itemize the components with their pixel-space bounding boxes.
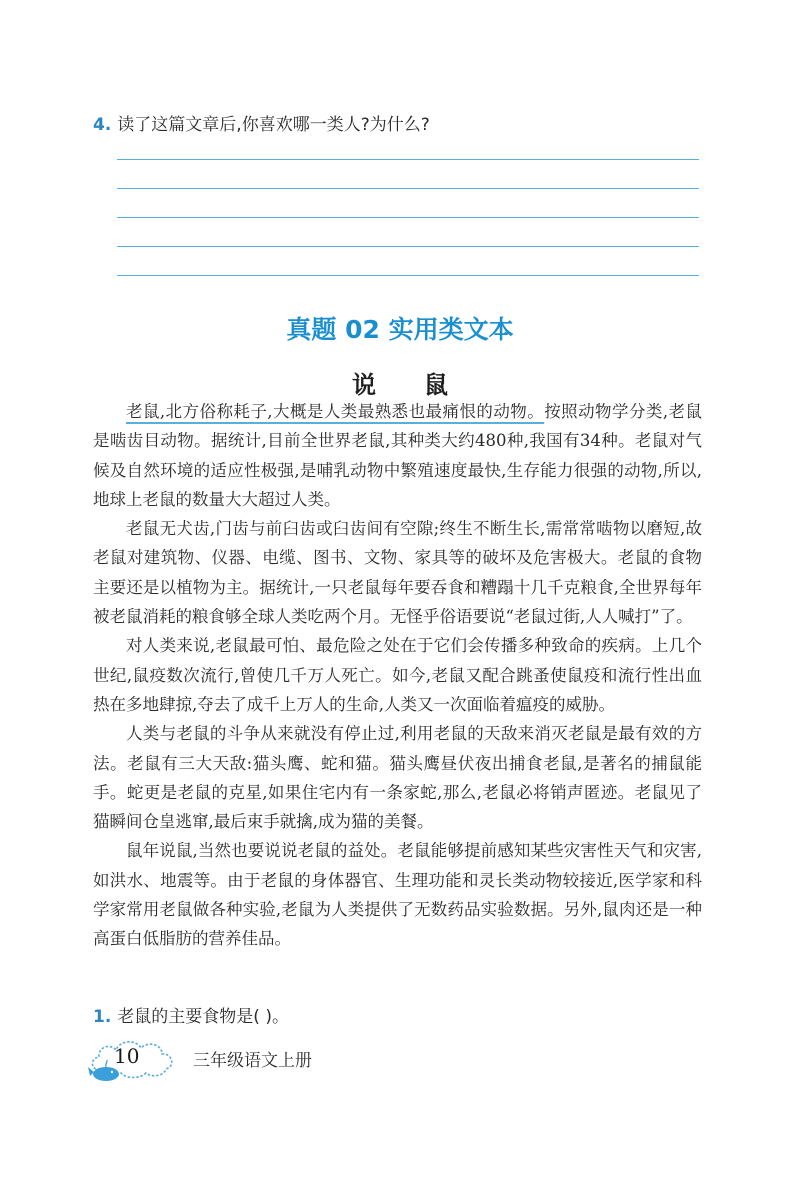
paragraph-3: 对人类来说,老鼠最可怕、最危险之处在于它们会传播多种致命的疾病。上几个世纪,鼠疫数次流行,曾使几千万人死亡。如今,老鼠又配合跳蚤使鼠疫和流行性出血热在多地肆掠,夺去了成千上万人的生命,人类又一次面临着瘟疫的威胁。 [93,636,702,714]
question-1-number: 1. [93,1007,112,1027]
answer-line[interactable] [117,159,699,160]
question-4-text: 读了这篇文章后,你喜欢哪一类人?为什么? [117,115,430,135]
paragraph-1 [93,397,702,514]
question-4 [93,110,430,135]
underlined-sentence: 老鼠,北方俗称耗子,大概是人类最熟悉也最痛恨的动物。 [126,402,545,421]
question-4-number: 4. [93,115,112,135]
section-title: 真题 02 实用类文本 [286,315,514,344]
question-1-text: 老鼠的主要食物是( )。 [117,1007,289,1027]
article-title: 说鼠 [352,371,496,399]
book-name: 三年级语文上册 [193,1051,312,1071]
paragraph-4: 人类与老鼠的斗争从来就没有停止过,利用老鼠的天敌来消灭老鼠是最有效的方法。老鼠有三大天敌:猫头鹰、蛇和猫。猫头鹰昼伏夜出捕食老鼠,是著名的捕鼠能手。蛇更是老鼠的克星,如果住宅内有一条家蛇,那么,老鼠必将销声匿迹。老鼠见了猫瞬间仓皇逃窜,最后束手就擒,成为猫的美餐。 [93,724,702,832]
paragraph-5: 鼠年说鼠,当然也要说说老鼠的益处。老鼠能够提前感知某些灾害性天气和灾害,如洪水、地震等。由于老鼠的身体器官、生理功能和灵长类动物较接近,医学家和科学家常用老鼠做各种实验,老鼠为人类提供了无数药品实验数据。另外,鼠肉还是一种高蛋白低脂肪的营养佳品。 [93,841,702,949]
answer-line[interactable] [117,188,699,189]
page-footer [86,1036,346,1084]
paragraph-2: 老鼠无犬齿,门齿与前臼齿或臼齿间有空隙;终生不断生长,需常常啮物以磨短,故老鼠对建筑物、仪器、电缆、图书、文物、家具等的破坏及危害极大。老鼠的食物主要还是以植物为主。据统计,一只老鼠每年要吞食和糟蹋十几千克粮食,全世界每年被老鼠消耗的粮食够全球人类吃两个月。无怪乎俗语要说“老鼠过街,人人喊打”了。 [93,519,702,627]
whale-icon [93,1067,119,1081]
question-1 [93,1002,289,1027]
page-number: 10 [114,1044,140,1068]
article-body [93,397,702,954]
paragraph-1-rest: 按照动物学分类,老鼠是啮齿目动物。据统计,目前全世界老鼠,其种类大约480种,我国有34种。老鼠对气候及自然环境的适应性极强,是哺乳动物中繁殖速度最快,生存能力很强的动物,所以,地球上老鼠的数量大大超过人类。 [93,402,702,509]
answer-line[interactable] [117,246,699,247]
answer-line[interactable] [117,217,699,218]
answer-line[interactable] [117,275,699,276]
